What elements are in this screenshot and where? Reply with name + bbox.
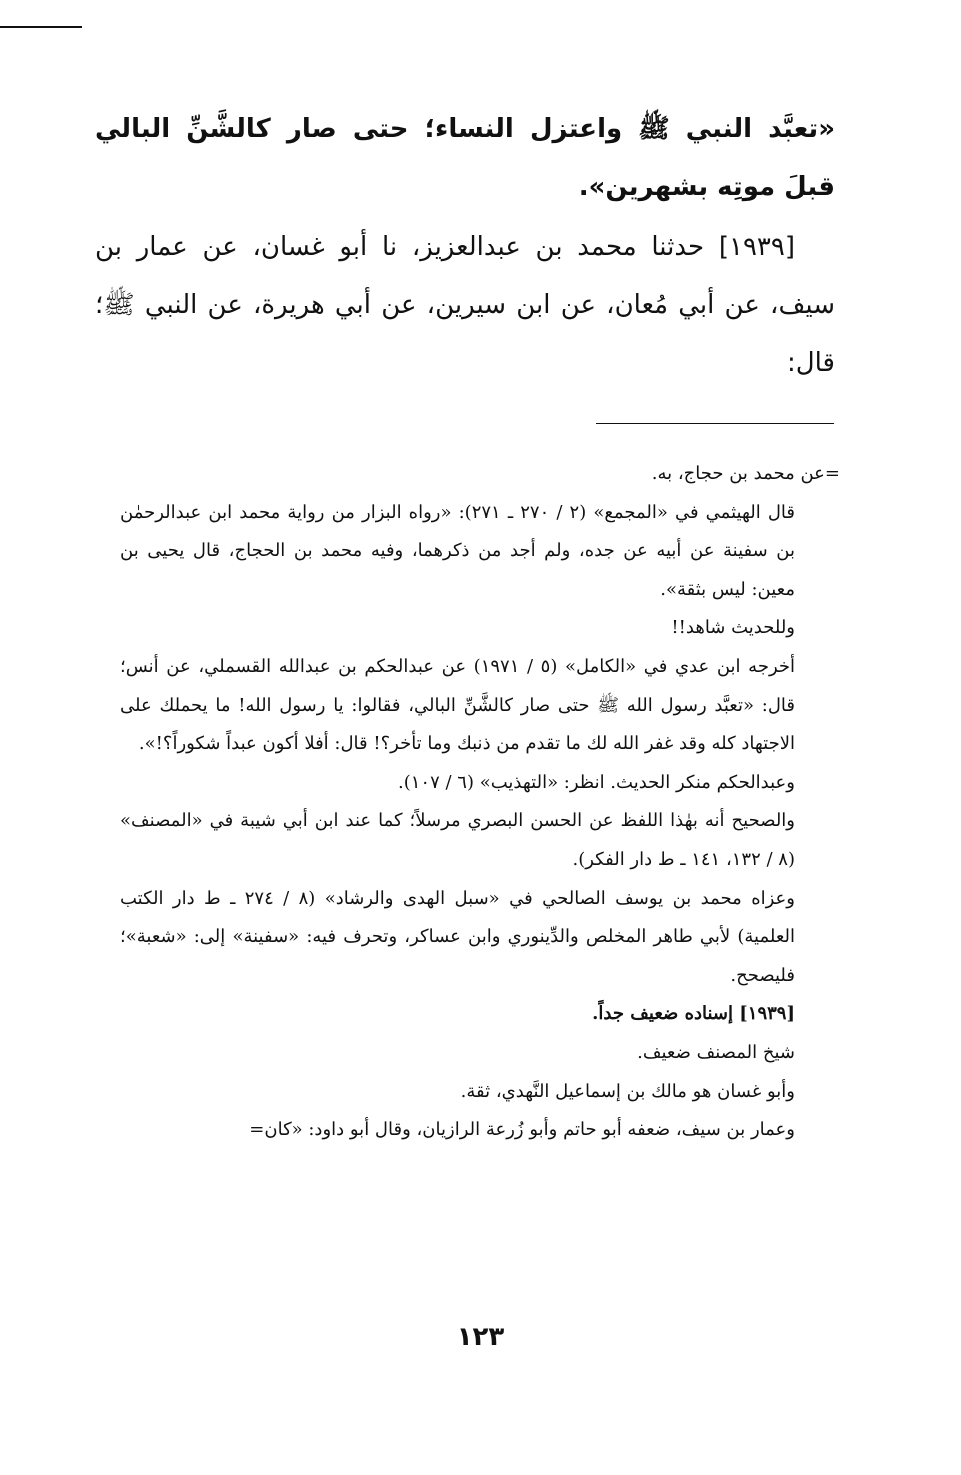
footnote-line: وأبو غسان هو مالك بن إسماعيل النَّهدي، ثقة. [460,1080,795,1102]
footnote-line: وعبدالحكم منكر الحديث. انظر: «التهذيب» (٦ / ١٠٧). [398,771,795,793]
hadith-number: [١٩٣٩] [718,232,795,262]
footnote-line: شيخ المصنف ضعيف. [637,1041,795,1063]
footnote-line: وعمار بن سيف، ضعفه أبو حاتم وأبو زُرعة الرازيان، وقال أبو داود: «كان= [249,1119,795,1141]
main-text-block [95,100,835,392]
footnote-line: قال الهيثمي في «المجمع» (٢ / ٢٧٠ ـ ٢٧١): «رواه البزار من رواية محمد ابن عبدالرحمٰن بن سفينة عن أبيه عن جده، ولم أجد من ذكرهما، وفيه محمد بن الحجاج، قال يحيى بن معين: ليس بثقة». [120,501,796,600]
footnotes-block [120,455,840,1150]
footnote-line: وعزاه محمد بن يوسف الصالحي في «سبل الهدى والرشاد» (٨ / ٢٧٤ ـ ط دار الكتب العلمية) لأبي طاهر المخلص والدِّينوري وابن عساكر، وتحرف فيه: «سفينة» إلى: «شعبة»؛ فليصحح. [120,887,795,986]
footnote-line: أخرجه ابن عدي في «الكامل» (٥ / ١٩٧١) عن عبدالحكم بن عبدالله القسملي، عن أنس؛ قال: «تعبَّد رسول الله ﷺ حتى صار كالشَّنِّ البالي، فقالوا: يا رسول الله! ما يحملك على الاجتهاد كله وقد غفر الله لك ما تقدم من ذنبك وما تأخر؟! قال: أفلا أكون عبداً شكوراً؟!». [120,655,795,755]
hadith-paragraph [95,218,835,392]
hadith-text: حدثنا محمد بن عبدالعزيز، نا أبو غسان، عن عمار بن سيف، عن أبي مُعان، عن ابن سيرين، عن أبي هريرة، عن النبي ﷺ؛ قال: [95,232,835,378]
footnote-hadith-heading: [١٩٣٩] إسناده ضعيف جداً. [592,1003,795,1025]
page-number: ١٢٣ [456,1322,505,1352]
quote-paragraph: «تعبَّد النبي ﷺ واعتزل النساء؛ حتى صار كالشَّنِّ البالي قبلَ موتِه بشهرين». [95,114,835,202]
top-divider [0,26,82,28]
footnote-line: =عن محمد بن حجاج، به. [651,463,840,484]
footnote-line: والصحيح أنه بهٰذا اللفظ عن الحسن البصري مرسلاً؛ كما عند ابن أبي شيبة في «المصنف» (٨ / ١٣٢، ١٤١ ـ ط دار الفكر). [120,810,795,870]
footnote-divider [596,423,834,424]
footnote-line: وللحديث شاهد!! [671,617,795,639]
